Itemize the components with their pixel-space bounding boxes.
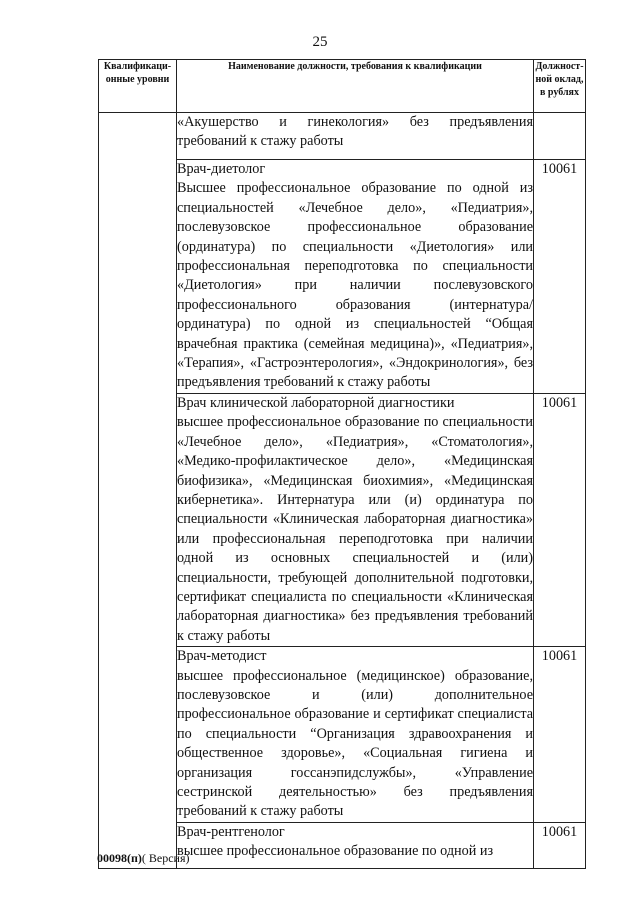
position-title: Врач клинической лабораторной диагностики — [177, 394, 455, 411]
requirements-text: Высшее профессиональное образование по одной из специальностей «Лечебное дело», «Педиатрия», послевузовское профессиональное образование (ординатура) по специальности «Диетология» или профессиональная переподготовка по специальности «Диетология» при наличии послевузовского профессионального образования (интернатура/ординатура) по одной из специальностей “Общая врачебная практика (семейная медицина)», «Педиатрия», «Терапия», «Гастроэнтерология», «Эндокринология», без предъявления требований к стажу работы — [177, 180, 533, 391]
salary-cell: 10061 — [534, 647, 586, 823]
position-description — [177, 822, 534, 868]
document-version: ( Версия) — [141, 851, 190, 865]
position-description — [177, 647, 534, 823]
salary-cell: 10061 — [534, 822, 586, 868]
position-description — [177, 160, 534, 394]
salary-cell: 10061 — [534, 160, 586, 394]
salary-cell: 10061 — [534, 393, 586, 646]
qualification-table — [98, 59, 586, 869]
document-code: 00098(п) — [97, 851, 142, 865]
salary-cell — [534, 113, 586, 160]
position-description — [177, 393, 534, 646]
table-row — [99, 113, 586, 160]
header-position-requirements: Наименование должности, требования к квалификации — [177, 60, 534, 113]
requirements-text: высшее профессиональное (медицинское) образование, послевузовское и (или) дополнительное профессиональное образование и сертификат специалиста по специальности “Организация здравоохранения и общественное здоровье», «Социальная гигиена и организация госсанэпидслужбы», «Управление сестринской деятельностью» без предъявления требований к стажу работы — [177, 667, 533, 820]
position-title: Врач-методист — [177, 648, 267, 665]
requirements-text: высшее профессиональное образование по специальности «Лечебное дело», «Педиатрия», «Стоматология», «Медико-профилактическое дело», «Медицинская биофизика», «Медицинская биохимия», «Медицинская кибернетика». Интернатура или (и) ординатура по специальности «Клиническая лабораторная диагностика» или профессиональная переподготовка при наличии одной из основных специальностей и (или) специальности, требующей дополнительной подготовки, сертификат специалиста по специальности «Клиническая лабораторная диагностика» без предъявления требований к стажу работы — [177, 414, 533, 644]
table-header-row — [99, 60, 586, 113]
page-number: 25 — [312, 34, 328, 50]
position-title: Врач-рентгенолог — [177, 823, 285, 840]
position-title: Врач-диетолог — [177, 161, 266, 177]
document-footer — [97, 851, 190, 866]
header-salary: Должност-ной оклад, в рублях — [534, 60, 586, 113]
position-description — [177, 113, 534, 160]
requirements-text: «Акушерство и гинекология» без предъявления требований к стажу работы — [177, 114, 533, 150]
header-qualification-levels: Квалификаци-онные уровни — [99, 60, 177, 113]
qualification-level-cell — [99, 113, 177, 869]
requirements-text: высшее профессиональное образование по одной из — [177, 843, 494, 860]
